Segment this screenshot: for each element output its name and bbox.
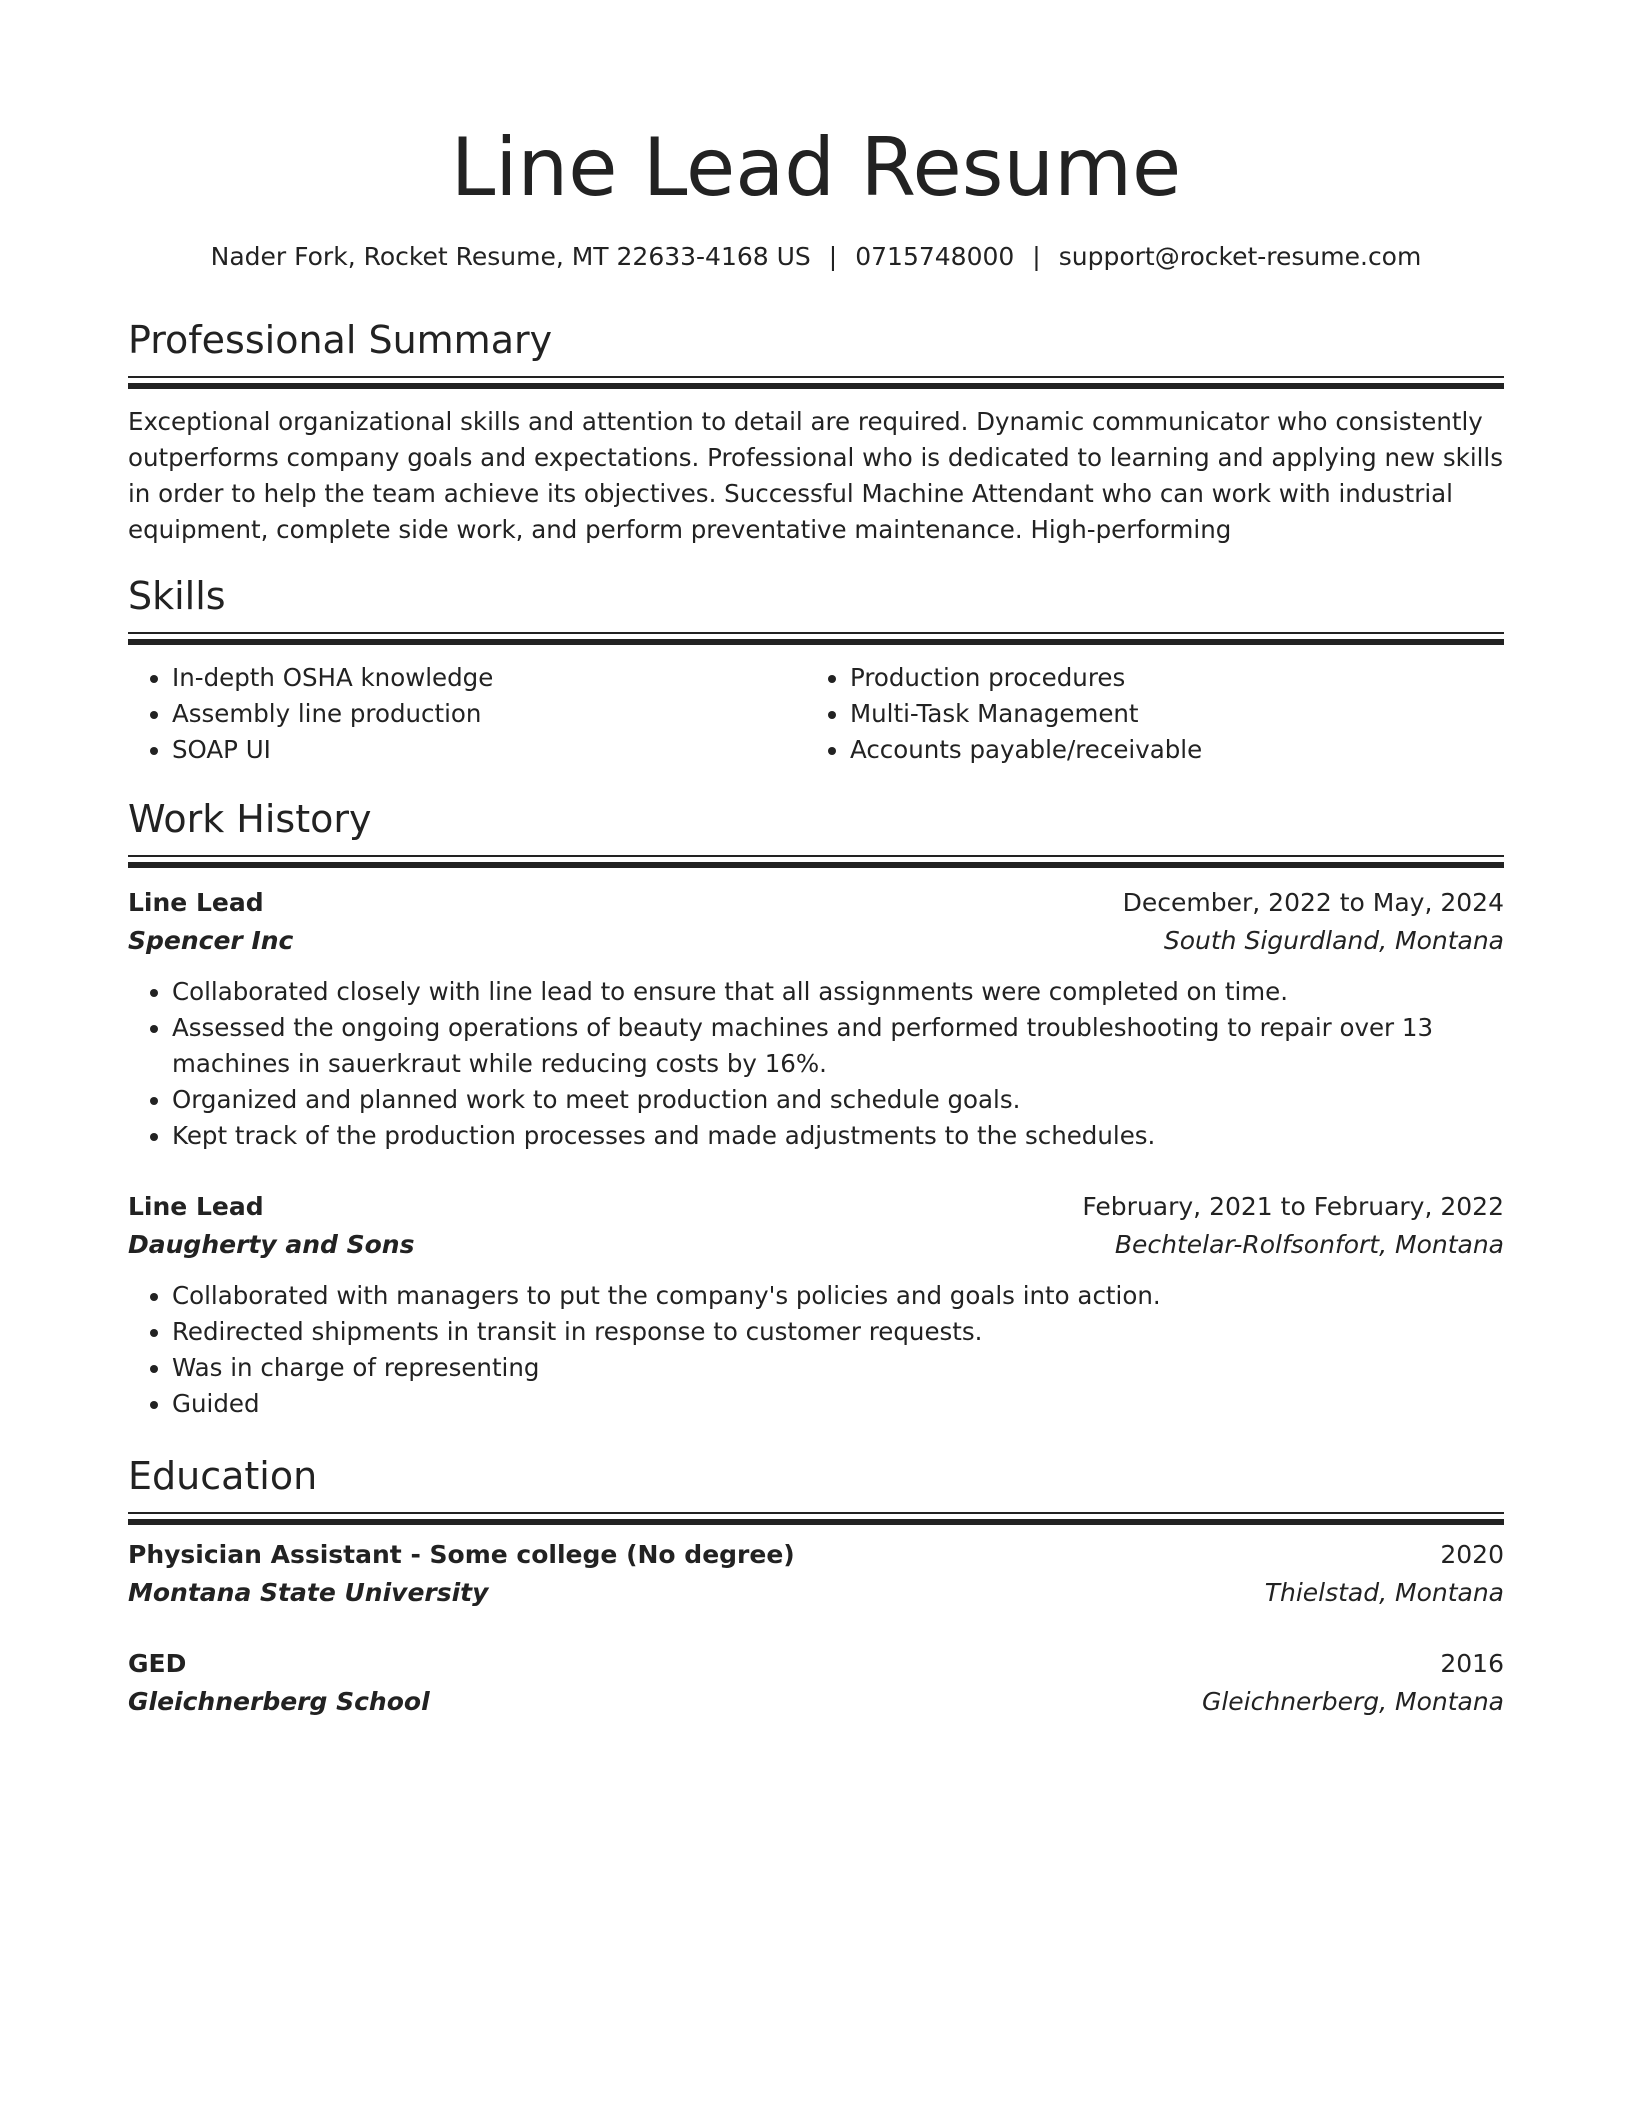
resume-title: Line Lead Resume	[450, 121, 1182, 214]
degree-name: GED	[128, 1649, 187, 1678]
education-year: 2016	[1440, 1649, 1504, 1678]
contact-address: Nader Fork, Rocket Resume, MT 22633-4168 US	[210, 242, 811, 271]
section-divider	[128, 632, 1504, 646]
contact-phone: 0715748000	[855, 242, 1015, 271]
section-heading: Professional Summary	[128, 318, 553, 362]
entry-subheader	[128, 922, 1504, 960]
job-dates: February, 2021 to February, 2022	[1082, 1192, 1504, 1221]
job-bullets	[128, 974, 1504, 1154]
skill-item: • In-depth OSHA knowledge	[172, 660, 806, 696]
entry-header	[128, 1645, 1504, 1683]
entry-subheader	[128, 1683, 1504, 1721]
job-bullet: • Was in charge of representing	[172, 1350, 1504, 1386]
entry-header	[128, 1188, 1504, 1226]
section-heading: Skills	[128, 574, 226, 618]
job-location: Bechtelar-Rolfsonfort, Montana	[1114, 1230, 1504, 1259]
job-dates: December, 2022 to May, 2024	[1122, 888, 1504, 917]
skills-column-right	[806, 660, 1484, 768]
job-location: South Sigurdland, Montana	[1163, 926, 1504, 955]
entry-header	[128, 884, 1504, 922]
job-bullet: • Kept track of the production processes and made adjustments to the schedules.	[172, 1118, 1504, 1154]
section-education	[128, 1452, 1504, 1526]
company-name: Daugherty and Sons	[128, 1230, 415, 1259]
job-bullet: • Collaborated with managers to put the company's policies and goals into action.	[172, 1278, 1504, 1314]
section-work-history	[128, 795, 1504, 869]
skills-grid	[128, 660, 1504, 768]
job-bullet: • Redirected shipments in transit in response to customer requests.	[172, 1314, 1504, 1350]
skills-column-left	[128, 660, 806, 768]
job-bullet: • Guided	[172, 1386, 1504, 1422]
education-entry	[128, 1536, 1504, 1612]
education-entry	[128, 1645, 1504, 1721]
job-bullet: • Organized and planned work to meet production and schedule goals.	[172, 1082, 1504, 1118]
skill-item: • Multi-Task Management	[850, 696, 1484, 732]
entry-subheader	[128, 1226, 1504, 1264]
entry-header	[128, 1536, 1504, 1574]
work-entry	[128, 1188, 1504, 1422]
school-name: Gleichnerberg School	[128, 1687, 430, 1716]
skill-item: • Accounts payable/receivable	[850, 732, 1484, 768]
section-heading: Work History	[128, 797, 372, 841]
entry-subheader	[128, 1574, 1504, 1612]
section-heading: Education	[128, 1454, 318, 1498]
education-year: 2020	[1440, 1540, 1504, 1569]
section-professional-summary	[128, 316, 1504, 548]
contact-line	[128, 239, 1504, 275]
job-bullets	[128, 1278, 1504, 1422]
section-divider	[128, 855, 1504, 869]
skill-item: • SOAP UI	[172, 732, 806, 768]
summary-paragraph: Exceptional organizational skills and attention to detail are required. Dynamic communicator who consistently outperforms company goals and expectations. Professional who is dedicated to learning and applying new skills in order to help the team achieve its objectives. Successful Machine Attendant who can work with industrial equipment, complete side work, and perform preventative maintenance. High-performing	[128, 407, 1504, 544]
section-divider	[128, 1512, 1504, 1526]
school-name: Montana State University	[128, 1578, 489, 1607]
job-title: Line Lead	[128, 888, 264, 917]
section-divider	[128, 376, 1504, 390]
degree-name: Physician Assistant - Some college (No degree)	[128, 1540, 795, 1569]
contact-separator: |	[828, 242, 838, 271]
job-bullet: • Assessed the ongoing operations of beauty machines and performed troubleshooting to repair over 13 machines in sauerkraut while reducing costs by 16%.	[172, 1010, 1504, 1082]
contact-separator: |	[1032, 242, 1041, 271]
work-entry	[128, 884, 1504, 1154]
job-bullet: • Collaborated closely with line lead to ensure that all assignments were completed on time.	[172, 974, 1504, 1010]
contact-email: support@rocket-resume.com	[1058, 242, 1422, 271]
section-skills	[128, 572, 1504, 768]
school-location: Thielstad, Montana	[1264, 1578, 1504, 1607]
school-location: Gleichnerberg, Montana	[1201, 1687, 1504, 1716]
skill-item: • Assembly line production	[172, 696, 806, 732]
skill-item: • Production procedures	[850, 660, 1484, 696]
job-title: Line Lead	[128, 1192, 264, 1221]
company-name: Spencer Inc	[128, 926, 294, 955]
